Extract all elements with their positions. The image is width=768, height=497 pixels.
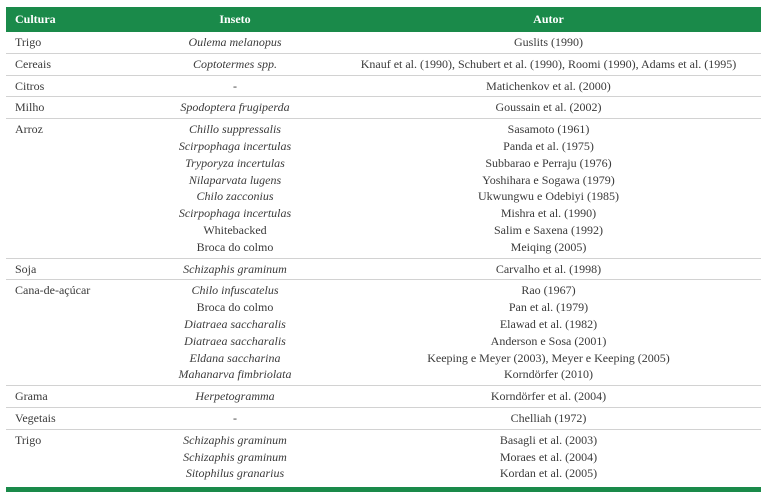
table-row xyxy=(6,32,761,53)
crop-group xyxy=(6,119,761,258)
cell-cultura: Vegetais xyxy=(6,407,134,429)
crop-group xyxy=(6,97,761,119)
cell-cultura xyxy=(6,316,134,333)
cell-inseto: Sitophilus granarius xyxy=(185,466,285,481)
cell-autor: Mishra et al. (1990) xyxy=(500,206,597,221)
table-row xyxy=(6,172,761,189)
crop-group xyxy=(6,53,761,75)
cell-cultura: Grama xyxy=(6,386,134,408)
cell-cultura: Arroz xyxy=(6,119,134,138)
insect-table xyxy=(6,7,761,484)
cell-cultura xyxy=(6,465,134,484)
cell-inseto: Broca do colmo xyxy=(196,239,274,254)
insect-table-container xyxy=(6,7,761,484)
cell-autor: Kordan et al. (2005) xyxy=(499,466,598,481)
table-bottom-rule xyxy=(6,487,761,492)
cell-cultura: Trigo xyxy=(6,429,134,448)
cell-autor: Goussain et al. (2002) xyxy=(336,97,761,119)
cell-autor: Meiqing (2005) xyxy=(510,239,587,254)
cell-inseto: Nilaparvata lugens xyxy=(188,172,282,187)
cell-autor: Pan et al. (1979) xyxy=(508,300,589,315)
cell-autor: Basagli et al. (2003) xyxy=(336,429,761,448)
cell-cultura xyxy=(6,138,134,155)
header-inseto: Inseto xyxy=(134,7,336,32)
cell-autor: Subbarao e Perraju (1976) xyxy=(485,155,612,170)
crop-group xyxy=(6,386,761,408)
table-row xyxy=(6,316,761,333)
cell-inseto: Schizaphis graminum xyxy=(183,449,287,464)
cell-cultura xyxy=(6,222,134,239)
table-row xyxy=(6,429,761,448)
table-row xyxy=(6,299,761,316)
cell-autor: Guslits (1990) xyxy=(514,35,583,49)
cell-cultura: Cereais xyxy=(6,53,134,75)
table-row xyxy=(6,205,761,222)
table-row xyxy=(6,75,761,97)
table-row xyxy=(6,119,761,138)
crop-group xyxy=(6,32,761,53)
cell-inseto: Coptotermes spp. xyxy=(134,53,336,75)
cell-inseto: Diatraea saccharalis xyxy=(184,333,286,348)
cell-inseto: Chilo zacconius xyxy=(196,189,274,204)
cell-autor: Elawad et al. (1982) xyxy=(499,316,598,331)
cell-autor: Sasamoto (1961) xyxy=(336,119,761,138)
cell-inseto: Tryporyza incertulas xyxy=(185,155,285,170)
cell-autor: Keeping e Meyer (2003), Meyer e Keeping (2005) xyxy=(427,350,670,365)
cell-autor: Korndörfer (2010) xyxy=(504,367,593,382)
cell-cultura: Trigo xyxy=(15,35,42,49)
table-row xyxy=(6,449,761,466)
cell-cultura: Milho xyxy=(6,97,134,119)
crop-group xyxy=(6,407,761,429)
cell-cultura xyxy=(6,350,134,367)
crop-group xyxy=(6,429,761,484)
table-row xyxy=(6,155,761,172)
cell-autor: Moraes et al. (2004) xyxy=(499,449,598,464)
cell-inseto: Diatraea saccharalis xyxy=(184,316,286,331)
cell-inseto: Chillo suppressalis xyxy=(134,119,336,138)
crop-group xyxy=(6,75,761,97)
cell-cultura xyxy=(6,366,134,385)
cell-autor: Rao (1967) xyxy=(336,280,761,299)
cell-autor: Salim e Saxena (1992) xyxy=(494,222,603,237)
cell-inseto: Chilo infuscatelus xyxy=(134,280,336,299)
table-row xyxy=(6,53,761,75)
cell-inseto: Whitebacked xyxy=(203,222,267,237)
table-row xyxy=(6,386,761,408)
cell-inseto: Broca do colmo xyxy=(196,300,274,315)
table-row xyxy=(6,239,761,258)
table-header-row xyxy=(6,7,761,32)
cell-cultura xyxy=(6,449,134,466)
cell-autor: Korndörfer et al. (2004) xyxy=(336,386,761,408)
cell-inseto: - xyxy=(134,75,336,97)
table-row xyxy=(6,222,761,239)
table-row xyxy=(6,258,761,280)
cell-autor: Yoshihara e Sogawa (1979) xyxy=(482,172,615,187)
crop-group xyxy=(6,280,761,386)
cell-inseto: Spodoptera frugiperda xyxy=(134,97,336,119)
cell-autor: Anderson e Sosa (2001) xyxy=(490,333,607,348)
header-cultura: Cultura xyxy=(6,7,134,32)
crop-group xyxy=(6,258,761,280)
cell-cultura xyxy=(6,239,134,258)
cell-inseto: Scirpophaga incertulas xyxy=(178,206,292,221)
cell-inseto: Schizaphis graminum xyxy=(134,258,336,280)
cell-cultura xyxy=(6,172,134,189)
cell-cultura xyxy=(6,333,134,350)
cell-autor: Chelliah (1972) xyxy=(336,407,761,429)
cell-inseto: Oulema melanopus xyxy=(188,35,282,49)
cell-autor: Carvalho et al. (1998) xyxy=(336,258,761,280)
cell-autor: Panda et al. (1975) xyxy=(503,138,594,153)
cell-autor: Ukwungwu e Odebiyi (1985) xyxy=(478,189,619,204)
table-row xyxy=(6,465,761,484)
cell-inseto: Herpetogramma xyxy=(134,386,336,408)
table-row xyxy=(6,407,761,429)
cell-cultura: Soja xyxy=(6,258,134,280)
table-row xyxy=(6,138,761,155)
table-row xyxy=(6,188,761,205)
cell-cultura: Citros xyxy=(6,75,134,97)
cell-inseto: Schizaphis graminum xyxy=(134,429,336,448)
cell-cultura xyxy=(6,188,134,205)
cell-cultura: Cana-de-açúcar xyxy=(6,280,134,299)
cell-cultura xyxy=(6,299,134,316)
cell-inseto: Scirpophaga incertulas xyxy=(178,138,292,153)
cell-autor: Knauf et al. (1990), Schubert et al. (1990), Roomi (1990), Adams et al. (1995) xyxy=(336,53,761,75)
cell-cultura xyxy=(6,205,134,222)
table-row xyxy=(6,280,761,299)
table-row xyxy=(6,350,761,367)
cell-inseto: - xyxy=(134,407,336,429)
cell-inseto: Eldana saccharina xyxy=(189,350,281,365)
table-row xyxy=(6,97,761,119)
table-row xyxy=(6,366,761,385)
cell-inseto: Mahanarva fimbriolata xyxy=(178,367,292,382)
table-row xyxy=(6,333,761,350)
cell-autor: Matichenkov et al. (2000) xyxy=(336,75,761,97)
cell-cultura xyxy=(6,155,134,172)
header-autor: Autor xyxy=(336,7,761,32)
